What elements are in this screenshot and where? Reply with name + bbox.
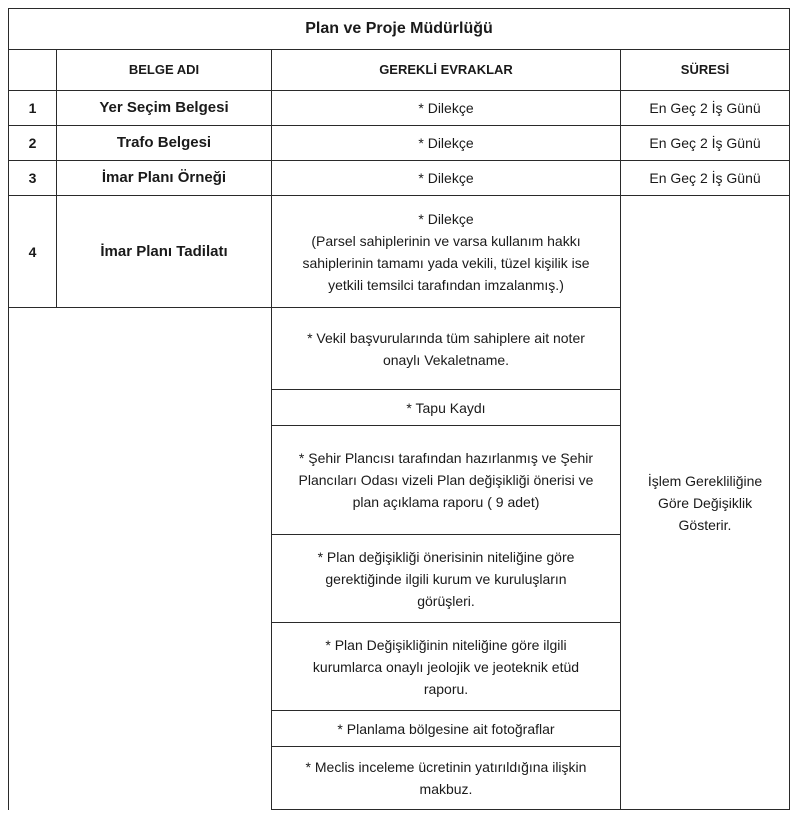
row-number: 2 — [9, 126, 57, 161]
evrak-line: gerektiğinde ilgili kurum ve kuruluşların — [325, 570, 567, 587]
evrak-line: plan açıklama raporu ( 9 adet) — [352, 494, 540, 510]
header-belge-adi: BELGE ADI — [57, 50, 272, 91]
header-row — [9, 50, 790, 91]
evrak-line: * Vekil başvurularında tüm sahiplere ait noter — [307, 329, 585, 346]
header-gerekli-evraklar: GEREKLİ EVRAKLAR — [272, 50, 621, 91]
evrak-line: kurumlarca onaylı jeolojik ve jeoteknik etüd — [312, 658, 580, 675]
evrak-line: makbuz. — [419, 781, 473, 797]
evrak-line: yetkili temsilci tarafından imzalanmış.) — [328, 276, 564, 293]
evrak-text: * Dilekçe — [272, 91, 621, 126]
evrak-text — [272, 390, 621, 426]
belge-name: İmar Planı Tadilatı — [57, 196, 272, 308]
evrak-text: * Dilekçe — [272, 126, 621, 161]
evrak-line: sahiplerinin tamamı yada vekili, tüzel kişilik ise — [302, 254, 590, 271]
evrak-line: Plancıları Odası vizeli Plan değişikliği önerisi ve — [298, 472, 594, 488]
sure-text: En Geç 2 İş Günü — [621, 91, 790, 126]
evrak-line: görüşleri. — [417, 592, 475, 609]
sure-text-tadilat — [621, 196, 790, 810]
evrak-line: * Plan Değişikliğinin niteliğine göre ilgili — [325, 636, 567, 653]
evrak-line: * Dilekçe — [418, 210, 474, 227]
belge-name: Yer Seçim Belgesi — [57, 91, 272, 126]
row-number: 1 — [9, 91, 57, 126]
evrak-line: * Plan değişikliği önerisinin niteliğine göre — [317, 548, 575, 565]
sure-line: İşlem Gerekliliğine — [647, 472, 763, 489]
evrak-text — [272, 426, 621, 535]
table-row — [9, 91, 790, 126]
sure-text: En Geç 2 İş Günü — [621, 161, 790, 196]
evrak-line: * Meclis inceleme ücretinin yatırıldığına ilişkin — [305, 759, 587, 775]
sure-line: Göre Değişiklik — [657, 494, 753, 511]
evrak-line: raporu. — [423, 680, 469, 697]
evrak-line: * Planlama bölgesine ait fotoğraflar — [337, 720, 555, 737]
evrak-text — [272, 196, 621, 308]
document-title: Plan ve Proje Müdürlüğü — [9, 9, 790, 50]
belge-name: Trafo Belgesi — [57, 126, 272, 161]
title-row — [9, 9, 790, 50]
evrak-text — [272, 308, 621, 390]
header-no — [9, 50, 57, 91]
evrak-text: * Dilekçe — [272, 161, 621, 196]
blank-area — [9, 308, 272, 810]
header-suresi: SÜRESİ — [621, 50, 790, 91]
table-row — [9, 161, 790, 196]
table-row — [9, 196, 790, 308]
evrak-line: * Şehir Plancısı tarafından hazırlanmış ve Şehir — [298, 450, 594, 466]
evrak-text — [272, 747, 621, 810]
evrak-text — [272, 623, 621, 711]
sure-text: En Geç 2 İş Günü — [621, 126, 790, 161]
document-page — [8, 8, 789, 814]
evrak-text — [272, 711, 621, 747]
evrak-text — [272, 535, 621, 623]
table-row — [9, 126, 790, 161]
row-number: 4 — [9, 196, 57, 308]
belge-name: İmar Planı Örneği — [57, 161, 272, 196]
evrak-line: * Tapu Kaydı — [406, 399, 486, 416]
requirements-table — [8, 8, 790, 810]
evrak-line: onaylı Vekaletname. — [382, 351, 510, 368]
row-number: 3 — [9, 161, 57, 196]
sure-line: Gösterir. — [678, 516, 732, 533]
evrak-line: (Parsel sahiplerinin ve varsa kullanım hakkı — [311, 232, 581, 249]
